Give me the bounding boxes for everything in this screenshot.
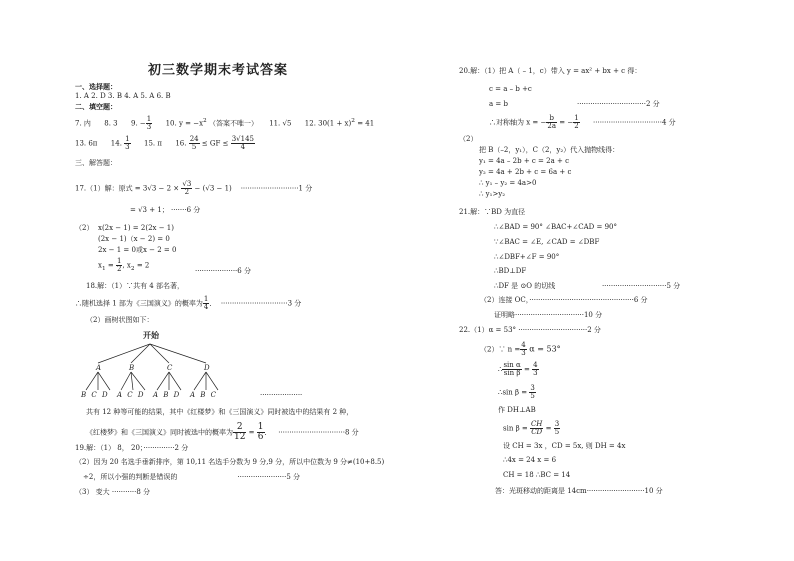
q20-line7: y₁ = 4a – 2b + c = 2a + c <box>479 157 570 165</box>
fraction: $\frac{1}{2}$ <box>574 114 579 130</box>
q18-line1: 18.解：（1）∵共有 4 部名著， <box>86 282 184 290</box>
q22-line4: ∴sin β = $\frac{3}{5}$ <box>498 384 535 400</box>
tree-root: 开始 <box>143 330 159 340</box>
score: ··························1 分 <box>240 184 313 193</box>
q22-line1: 22.（1）α = 53° ·······························2 分 <box>459 326 601 334</box>
score: ··················· <box>260 391 303 399</box>
score: ······················5 分 <box>237 473 301 481</box>
q22-line5: 作 DH⊥AB <box>498 406 536 414</box>
fraction: $\frac{1}{2}$ <box>117 257 122 273</box>
tree-leaves-d: A B C <box>190 391 217 399</box>
q19-line1: 19.解：（1） 8， 20；··············2 分 <box>75 444 189 452</box>
q20-line3: a = b ·······························2 分 <box>489 100 660 108</box>
tree-leaves-a: B C D <box>81 391 108 399</box>
fraction: $\frac{3}{5}$ <box>554 420 560 436</box>
score: ······························3 分 <box>220 299 302 308</box>
score: ·······························4 分 <box>593 118 676 127</box>
fraction: $\frac{3√145}{4}$ <box>231 135 254 151</box>
page-title: 初三数学期末考试答案 <box>148 63 289 78</box>
q20-line5: （2） <box>459 135 478 143</box>
fraction: $\frac{\text{sin α}}{\text{sin β}}$ <box>503 361 521 377</box>
tree-node-d: D <box>204 364 210 372</box>
q18-line2: ∴随机选择 1 部为《三国演义》的概率为 $\frac{1}{4}$ ． ······························3 分 <box>75 295 302 311</box>
fill-7: 7. 内 <box>75 119 91 128</box>
q22-line10: 答：光斑移动的距离是 14cm··························10 分 <box>495 487 663 495</box>
fraction: $\frac{1}{6}$ <box>257 422 264 442</box>
q19-line4: （3） 变大 ···········8 分 <box>75 488 151 496</box>
fill-9: 9. − <box>130 119 146 128</box>
fraction: $\frac{b}{2a}$ <box>547 114 556 130</box>
q21-line3: ∵∠BAC = ∠E, ∠CAD = ∠DBF <box>494 238 600 246</box>
q17-part2-label: （2） <box>75 224 94 232</box>
q20-line9: ∴ y₁ – y₂ = 4a>0 <box>479 179 537 187</box>
tree-leaves-b: A C D <box>117 391 144 399</box>
tree-node-a: A <box>96 364 102 372</box>
score: ······························8 分 <box>278 428 359 437</box>
section-choice-heading: 一、选择题： <box>75 82 117 91</box>
score: ·······························2 分 <box>576 100 660 108</box>
fraction: $\frac{4}{3}$ <box>521 341 526 357</box>
q17-part1: 17.（1）解：原式 = 3√3 − 2 × $\frac{√3}{2}$ − (√3 − 1) ··························1 分 <box>75 180 313 196</box>
q17-part2-line2: (2x − 1)（x − 2) = 0 <box>98 235 170 243</box>
fraction: $\frac{1}{3}$ <box>125 135 130 151</box>
section-fill-heading: 二、填空题： <box>75 102 117 111</box>
score: ···················6 分 <box>195 267 251 275</box>
tree-node-b: B <box>129 364 135 372</box>
q21-line7: （2）连接 OC，···············································6 分 <box>480 296 648 304</box>
fill-8: 8. 3 <box>104 119 118 128</box>
fraction: $\frac{CH}{CD}$ <box>530 420 543 436</box>
q19-line2: （2）因为 20 名选手垂新排序，第 10,11 名选手分数为 9 分,9 分，所以中位数为 9 分≠(10+8.5) <box>75 458 385 466</box>
q22-line2: （2）∵ n = $\frac{4}{3}$ α = 53° <box>480 341 561 357</box>
q22-line8: ∴4x = 24 x = 6 <box>503 456 557 464</box>
fill-12: 12. 30(1 + x) <box>304 119 352 128</box>
fill-16: 16. <box>175 139 187 148</box>
q22-line7: 设 CH = 3x ，CD = 5x, 则 DH = 4x <box>503 442 626 450</box>
q21-line6: ∴DF 是 ⊙O 的切线 ·····························5 分 <box>494 282 681 290</box>
q17-part2-line3: 2x − 1 = 0或x − 2 = 0 <box>98 246 177 254</box>
fill-11: 11. <box>269 119 281 128</box>
tree-node-c: C <box>167 364 173 372</box>
q17-part2-line1: x(2x − 1) = 2(2x − 1) <box>98 224 174 232</box>
q18-line4: 共有 12 种等可能的结果，其中《红楼梦》和《三国演义》同时被选中的结果有 2 种， <box>86 408 354 416</box>
fraction: $\frac{1}{4}$ <box>203 295 209 311</box>
fraction: $\frac{3}{5}$ <box>530 384 535 400</box>
q18-line5: 《红楼梦》和《三国演义》同时被选中的概率为 $\frac{2}{12}$ = $\frac{1}{6}$ ． ······························8 分 <box>86 422 359 442</box>
q21-line8: 证明略·······························10 分 <box>494 311 603 319</box>
q22-line6: sin β = $\frac{CH}{CD}$ = $\frac{3}{5}$ <box>503 420 560 436</box>
fraction: $\frac{2}{12}$ <box>234 422 246 442</box>
q20-line6: 把 B（–2，y₁），C（2，y₂）代入抛物线得： <box>479 146 620 154</box>
section-solve-heading: 三、解答题： <box>75 159 117 167</box>
q17-part1-result: = √3 + 1； ·······6 分 <box>130 206 201 214</box>
fill-10-note: （答案不唯一） <box>209 119 258 128</box>
q22-line3: ∴ $\frac{\text{sin α}}{\text{sin β}}$ = $\frac{4}{3}$ <box>498 361 538 377</box>
q21-line1: 21.解：∵BD 为直径 <box>459 208 526 216</box>
fill-10: 10. y = −x <box>165 119 204 128</box>
fill-15: 15. π <box>143 139 162 148</box>
q20-line8: y₂ = 4a + 2b + c = 6a + c <box>479 168 572 176</box>
q20-line2: c = a – b +c <box>489 85 532 93</box>
q17-part2-roots: $x_1$ = $\frac{1}{2}$ , $x_2 = 2$ <box>98 257 150 273</box>
q21-line4: ∴∠DBF+∠F = 90° <box>494 253 560 261</box>
q20-line10: ∴ y₁>y₂ <box>479 190 506 198</box>
fraction: $\frac{24}{5}$ <box>189 135 199 151</box>
fraction: $\frac{√3}{2}$ <box>182 180 192 196</box>
fill-13: 13. 6π <box>75 139 98 148</box>
q19-line3: ÷2，所以小强的判断是错误的 ······················5 分 <box>83 473 301 481</box>
score: ·····························5 分 <box>601 282 681 290</box>
q21-line5: ∴BD⊥DF <box>494 267 527 275</box>
fill-row-2: 13. 6π 14. $\frac{1}{3}$ 15. π 16. $\frac{24}{5}$ ≤ GF ≤ $\frac{3√145}{4}$ <box>75 135 254 151</box>
choice-answers: 1. A 2. D 3. B 4. A 5. A 6. B <box>75 92 171 100</box>
fill-14: 14. <box>110 139 122 148</box>
q21-line2: ∴∠BAD = 90° ∠BAC+∠CAD = 90° <box>494 223 617 231</box>
tree-leaves-c: A B D <box>153 391 180 399</box>
q20-line4: ∴对称轴为 x = − $\frac{b}{2a}$ = − $\frac{1}{2}$ ·······························4 分 <box>489 114 676 130</box>
q18-line3: （2）画树状图如下： <box>86 316 154 324</box>
fraction: $\frac{1}{3}$ <box>146 115 152 131</box>
q22-line9: CH = 18 ∴BC = 14 <box>503 471 571 479</box>
fraction: $\frac{4}{3}$ <box>533 361 538 377</box>
fill-row-1: 7. 内 8. 3 9. − $\frac{1}{3}$ 10. $y = -x^2$ （答案不唯一） 11. √5 12. $30(1 + x)^2 = 41$ <box>75 115 375 131</box>
q20-line1: 20.解：（1）把 A（ – 1，c）带入 y = ax² + bx + c 得： <box>459 67 642 75</box>
